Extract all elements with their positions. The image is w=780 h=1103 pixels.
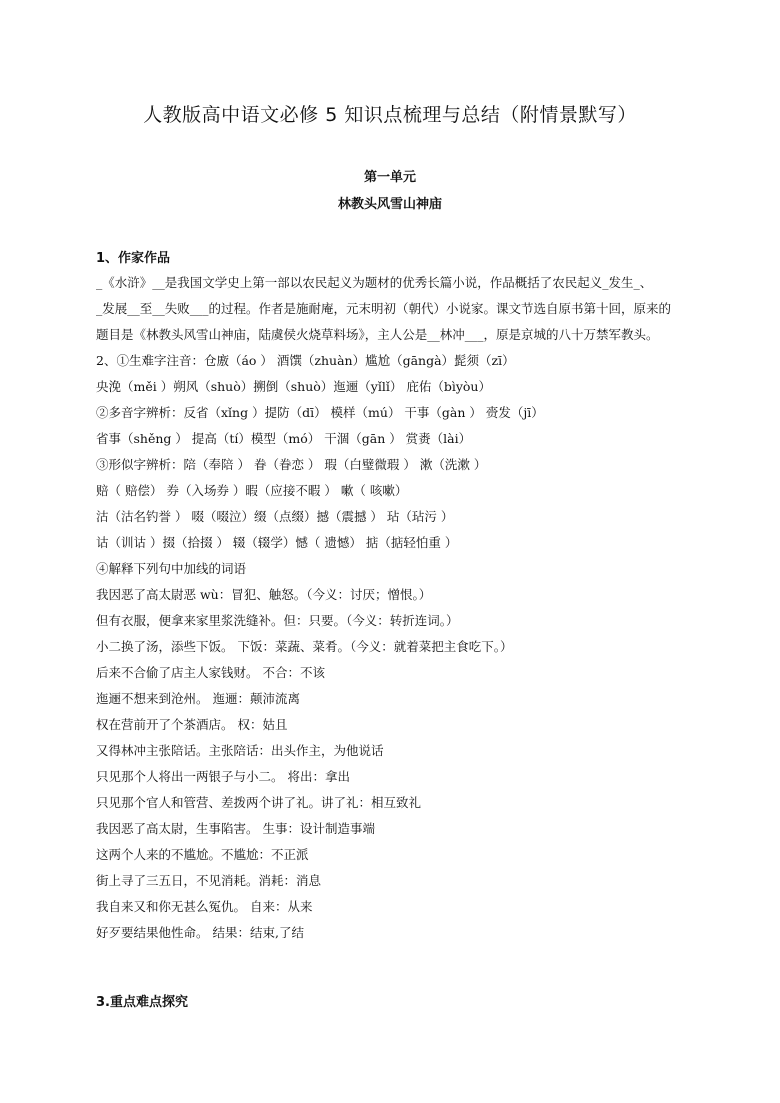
paragraph-line: _发展__至__失败___的过程。作者是施耐庵，元末明初（朝代）小说家。课文节选自原书第十回，原来的 [96,301,672,316]
paragraph-line: _《水浒》__是我国文学史上第一部以农民起义为题材的优秀长篇小说，作品概括了农民起义_发生_、 [96,275,653,290]
text-line: 只见那个官人和管营、差拨两个讲了礼。讲了礼：相互致礼 [96,795,422,810]
text-line: 好歹要结果他性命。 结果：结束,了结 [96,925,304,940]
text-line: 我因恶了高太尉恶 wù：冒犯、触怒。（今义：讨厌；憎恨。） [96,587,432,602]
text-line: 权在营前开了个茶酒店。 权：姑且 [96,717,288,732]
text-line: 只见那个人将出一两银子与小二。 将出：拿出 [96,769,350,784]
section-heading-author-works: 1、作家作品 [96,251,171,266]
text-line: 但有衣服，便拿来家里浆洗缝补。但：只要。（今义：转折连词。） [96,613,459,628]
text-line: 我自来又和你无甚么冤仇。 自来：从来 [96,899,313,914]
text-line: 这两个人来的不尴尬。不尴尬：不正派 [96,847,309,862]
text-line: 街上寻了三五日，不见消耗。消耗：消息 [96,873,322,888]
document-title: 人教版高中语文必修 5 知识点梳理与总结（附情景默写） [143,104,637,126]
text-line: 2、①生难字注音：仓廒（áo ） 酒馔（zhuàn）尴尬（gāngà）髭须（zī） [96,353,515,368]
text-line: 又得林冲主张陪话。主张陪话：出头作主，为他说话 [96,743,384,758]
section-heading-key-points: 3.重点难点探究 [96,995,188,1010]
text-line: 诂（训诂 ）掇（拾掇 ） 辍（辍学）憾（ 遗憾） 掂（掂轻怕重 ） [96,535,458,550]
author-works-paragraph [96,270,708,348]
vocabulary-list [96,348,716,946]
unit-heading: 第一单元 [363,170,416,185]
text-line: 赔（ 赔偿） 券（入场券 ）暇（应接不暇 ） 嗽（ 咳嗽） [96,483,408,498]
paragraph-line: 题目是《林教头风雪山神庙，陆虞侯火烧草料场》，主人公是__林冲___，原是京城的八十万禁军教头。 [96,327,659,342]
text-line: 省事（shěng ） 提高（tí）模型（mó） 干涸（gān ） 赏赉（lài） [96,431,472,446]
lesson-title: 林教头风雪山神庙 [337,197,442,212]
text-line: 小二换了汤，添些下饭。 下饭：菜蔬、菜肴。（今义：就着菜把主食吃下。） [96,639,513,654]
text-line: 迤逦不想来到沧州。 迤逦：颠沛流离 [96,691,300,706]
text-line: 央浼（měi ）朔风（shuò）搠倒（shuò）迤逦（yǐlǐ） 庇佑（bìyòu） [96,379,491,394]
text-line: 沽（沽名钓誉 ） 啜（啜泣）缀（点缀）撼（震撼 ） 玷（玷污 ） [96,509,454,524]
text-line: ④解释下列句中加线的词语 [96,561,247,576]
text-line: ③形似字辨析：陪（奉陪 ） 眷（眷恋 ） 瑕（白璧微瑕 ） 漱（洗漱 ） [96,457,487,472]
text-line: 后来不合偷了店主人家钱财。 不合：不该 [96,665,325,680]
text-line: 我因恶了高太尉，生事陷害。 生事：设计制造事端 [96,821,375,836]
text-line: ②多音字辨析：反省（xǐng ）提防（dī） 模样（mú） 干事（gàn ） 赍发（jī） [96,405,544,420]
